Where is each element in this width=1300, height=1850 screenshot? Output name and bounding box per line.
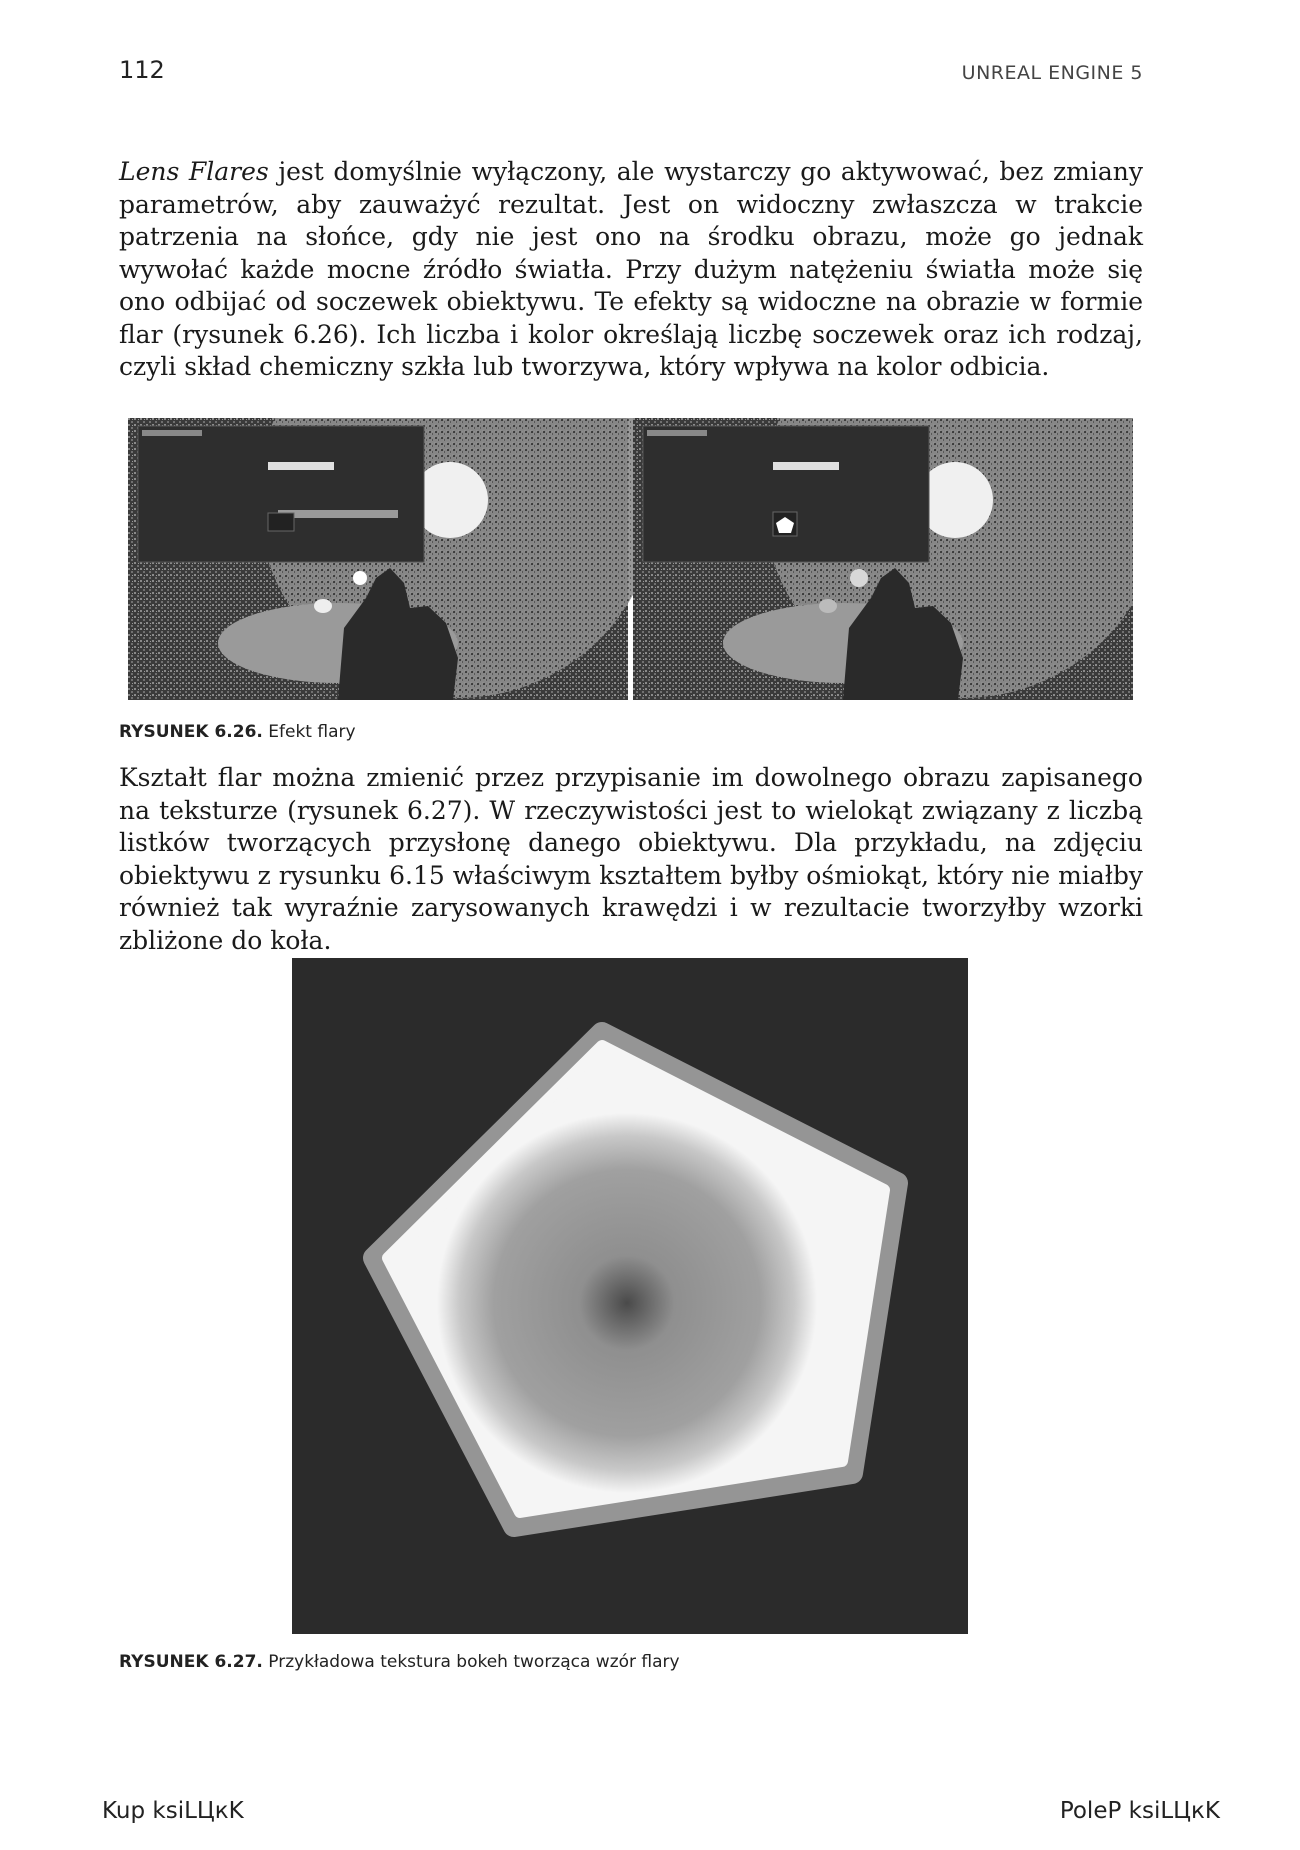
figure-flare-effect xyxy=(128,418,1133,700)
caption-label: RYSUNEK 6.27. xyxy=(119,1652,263,1672)
paragraph-flare-shape: Kształt flar można zmienić przez przypisanie im dowolnego obrazu zapisanego na teksturze (rysunek 6.27). W rzeczywistości jest to wielokąt związany z liczbą listków tworzących przysłonę danego obiektywu. Dla przykładu, na zdjęciu obiektywu z rysunku 6.15 właściwym kształtem byłby ośmiokąt, który nie miałby również tak wyraźnie zarysowanych krawędzi i w rezultacie tworzyłby wzorki zbliżone do koła. xyxy=(119,763,1143,955)
page-number: 112 xyxy=(119,56,165,84)
screenshot-left xyxy=(128,418,658,700)
caption-figure-6-26 xyxy=(119,722,356,742)
footer-buy-book-link[interactable]: Kup ksiLЦкK xyxy=(102,1798,244,1824)
running-title: UNREAL ENGINE 5 xyxy=(961,62,1143,84)
caption-label: RYSUNEK 6.26. xyxy=(119,722,263,742)
term-lens-flares: Lens Flares xyxy=(119,157,269,186)
paragraph-lens-flares xyxy=(119,156,1143,384)
paragraph-lens-flares-text: jest domyślnie wyłączony, ale wystarczy go aktywować, bez zmiany parametrów, aby zauważyć rezultat. Jest on widoczny zwłaszcza w trakcie patrzenia na słońce, gdy nie jest ono na środku obrazu, może go jednak wywołać każde mocne źródło światła. Przy dużym natężeniu światła może się ono odbijać od soczewek obiektywu. Te efekty są widoczne na obrazie w formie flar (rysunek 6.26). Ich liczba i kolor określają liczbę soczewek oraz ich rodzaj, czyli skład chemiczny szkła lub tworzywa, który wpływa na kolor odbicia. xyxy=(119,157,1143,381)
caption-text: Efekt flary xyxy=(262,722,356,742)
figure-bokeh-texture xyxy=(292,958,968,1634)
screenshot-right xyxy=(633,418,1133,700)
caption-text: Przykładowa tekstura bokeh tworząca wzór flary xyxy=(262,1652,680,1672)
footer-recommend-book-link[interactable]: PoleP ksiLЦкK xyxy=(1059,1798,1220,1824)
caption-figure-6-27 xyxy=(119,1652,680,1672)
